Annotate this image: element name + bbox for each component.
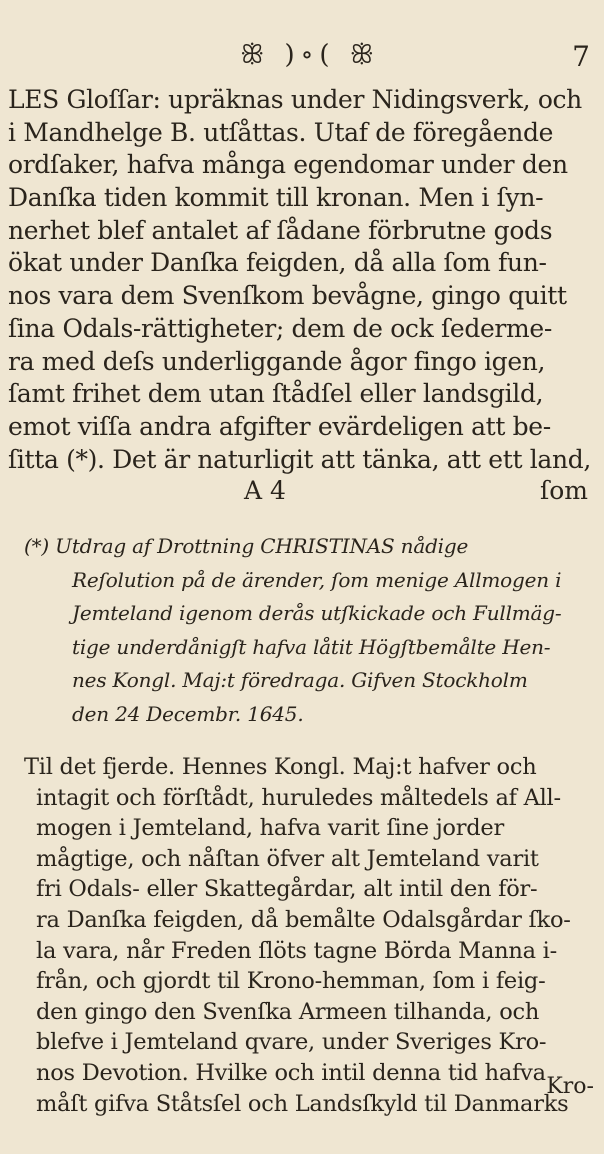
footnote bbox=[8, 530, 598, 731]
continuation-text bbox=[8, 752, 598, 1119]
continuation-line: från, och gjordt til Krono-hemman, ſom i feig- bbox=[36, 968, 546, 995]
continuation-line: mågtige, och nåſtan öfver alt Jemteland varit bbox=[36, 845, 539, 872]
continuation-line: den gingo den Svenſka Armeen tilhanda, och bbox=[36, 998, 540, 1025]
text-line: Danſka tiden kommit till kronan. Men i ſyn- bbox=[8, 183, 544, 213]
continuation-line: Til det fjerde. Hennes Kongl. Maj:t hafver och bbox=[24, 754, 537, 780]
text-line: ra med deſs underliggande ågor fingo igen, bbox=[8, 346, 546, 376]
footnote-line: Jemteland igenom derås utſkickade och Fullmäg- bbox=[72, 601, 562, 625]
continuation-catchword: Kro- bbox=[546, 1074, 594, 1099]
footnote-line: nes Kongl. Maj:t föredraga. Gifven Stockholm bbox=[72, 668, 528, 692]
signature-mark: A 4 bbox=[244, 476, 286, 505]
continuation-line: intagit och förſtådt, huruledes måltedels af All- bbox=[36, 784, 561, 811]
main-text bbox=[8, 84, 598, 476]
footnote-line: (*) Utdrag af Drottning CHRISTINAS nådige bbox=[24, 534, 469, 558]
continuation-line: blefve i Jemteland qvare, under Sveriges Kro- bbox=[36, 1029, 547, 1056]
text-line: ökat under Danſka feigden, då alla ſom fun- bbox=[8, 248, 547, 278]
continuation-line: måſt gifva Ståtsſel och Landsſkyld til Danmarks bbox=[36, 1090, 569, 1117]
text-line: ſina Odals-rättigheter; dem de ock ſederme- bbox=[8, 313, 552, 343]
footnote-line: den 24 Decembr. 1645. bbox=[72, 701, 304, 726]
text-line: ordſaker, hafva många egendomar under den bbox=[8, 150, 568, 180]
text-line: nerhet blef antalet af ſådane förbrutne gods bbox=[8, 215, 553, 245]
page-header bbox=[0, 40, 604, 80]
continuation-line: mogen i Jemteland, hafva varit ſine jorder bbox=[36, 815, 504, 842]
page-number: 7 bbox=[572, 40, 590, 73]
text-line: emot viſſa andra afgifter evärdeligen att be- bbox=[8, 411, 551, 441]
text-line: ſitta (*). Det är naturligit att tänka, att ett land, bbox=[8, 444, 591, 474]
continuation-line: ra Danſka feigden, då bemålte Odalsgårdar ſko- bbox=[36, 906, 571, 933]
footnote-line: tige underdånigſt hafva låtit Högſtbemålte Hen- bbox=[72, 634, 551, 659]
continuation-line: nos Devotion. Hvilke och intil denna tid hafva bbox=[36, 1059, 546, 1086]
text-line: i Mandhelge B. utſåttas. Utaf de föregående bbox=[8, 117, 554, 147]
continuation-line: la vara, når Freden ſlöts tagne Börda Manna i- bbox=[36, 937, 557, 964]
text-line: ſamt frihet dem utan ſtådſel eller landsgild, bbox=[8, 379, 544, 409]
header-ornament: ꕥ )∘( ꕥ bbox=[240, 40, 380, 70]
continuation-line: fri Odals- eller Skattegårdar, alt intil den för- bbox=[36, 876, 538, 903]
footnote-line: Reſolution på de ärender, ſom menige Allmogen i bbox=[72, 567, 562, 592]
text-line: LES Gloſſar: upräknas under Nidingsverk, och bbox=[8, 85, 582, 114]
text-line: nos vara dem Svenſkom bevågne, gingo quitt bbox=[8, 281, 567, 311]
catchword: ſom bbox=[539, 476, 588, 505]
